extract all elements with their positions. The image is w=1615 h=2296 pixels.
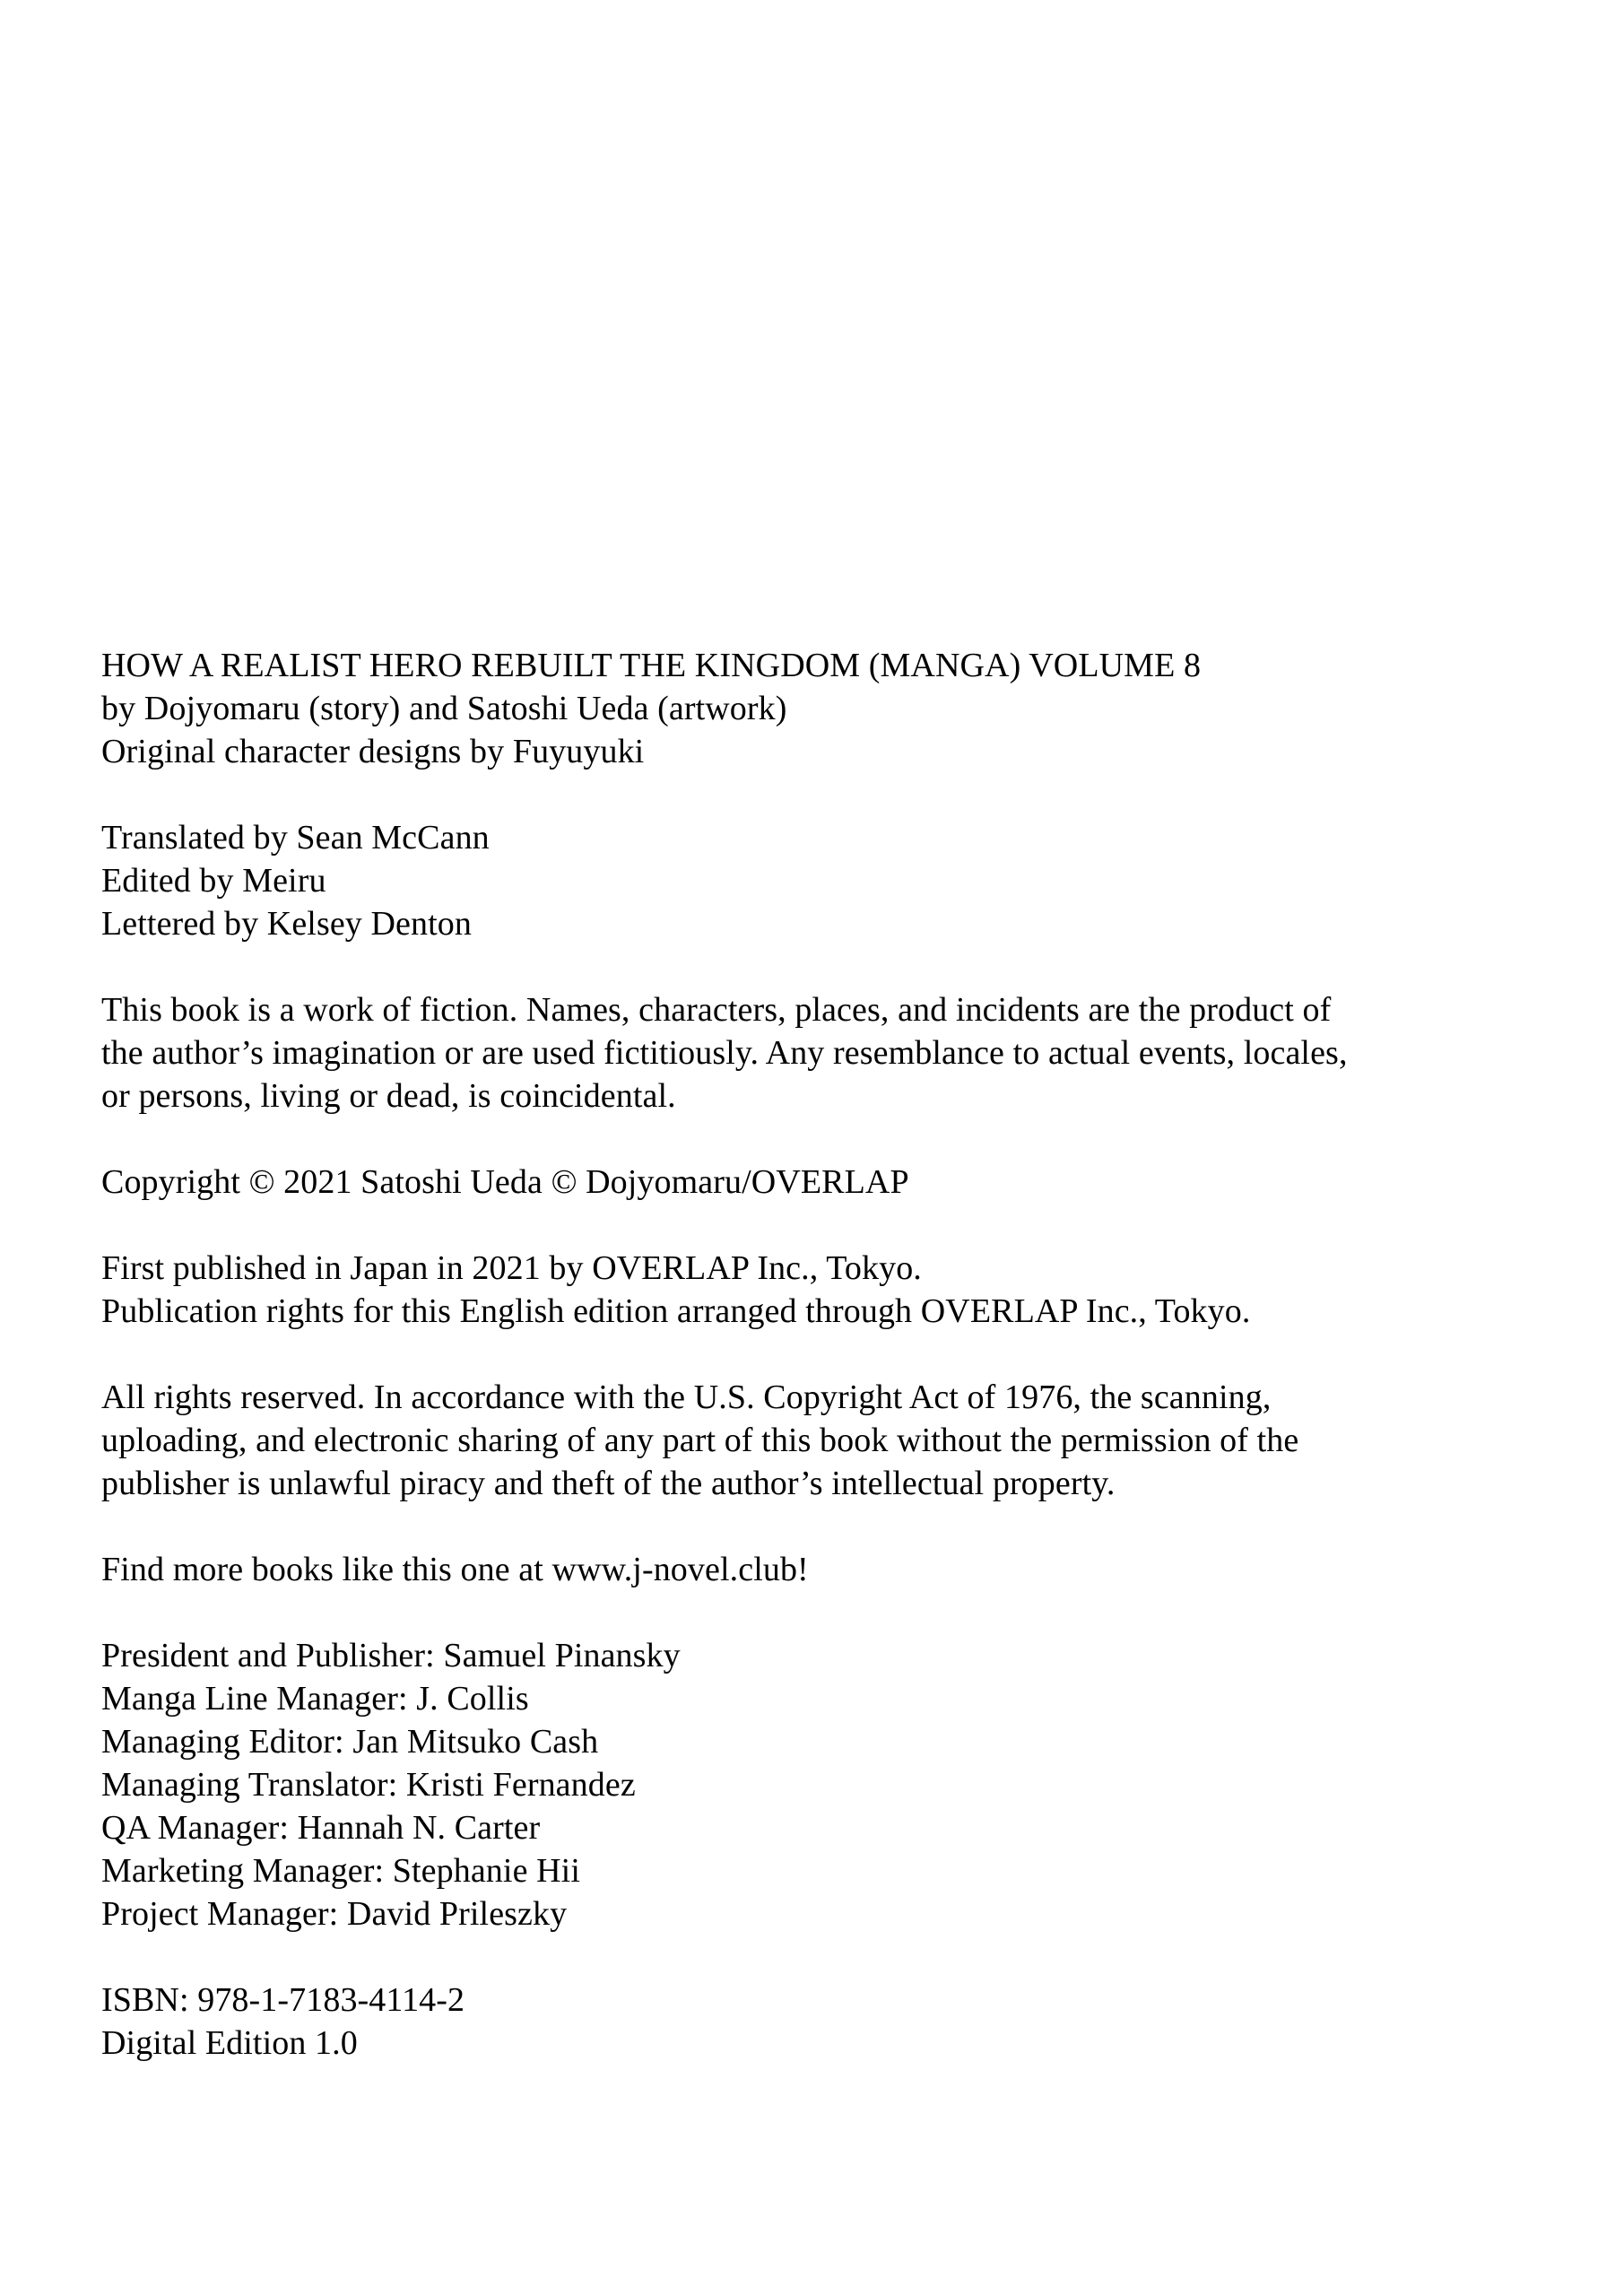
find-more-line: Find more books like this one at www.j-novel.club! xyxy=(101,1551,809,1588)
colophon-text-column xyxy=(101,644,1348,2065)
fiction-disclaimer-line-2: the author’s imagination or are used fictitiously. Any resemblance to actual events, locales, xyxy=(101,1034,1348,1072)
copyright-line: Copyright © 2021 Satoshi Ueda © Dojyomaru/OVERLAP xyxy=(101,1163,909,1201)
isbn-line: ISBN: 978-1-7183-4114-2 xyxy=(101,1981,465,2019)
rights-notice-line-3: publisher is unlawful piracy and theft of the author’s intellectual property. xyxy=(101,1465,1116,1502)
editor-credit-line: Edited by Meiru xyxy=(101,862,326,900)
find-more-block xyxy=(101,1548,1348,1591)
book-title-line: HOW A REALIST HERO REBUILT THE KINGDOM (MANGA) VOLUME 8 xyxy=(101,647,1202,684)
letterer-credit-line: Lettered by Kelsey Denton xyxy=(101,905,472,943)
rights-notice-line-2: uploading, and electronic sharing of any part of this book without the permission of the xyxy=(101,1422,1299,1459)
rights-notice-line-1: All rights reserved. In accordance with the U.S. Copyright Act of 1976, the scanning, xyxy=(101,1378,1272,1416)
fiction-disclaimer-line-1: This book is a work of fiction. Names, characters, places, and incidents are the product of xyxy=(101,991,1332,1029)
localization-credits-block xyxy=(101,816,1348,945)
managing-translator-line: Managing Translator: Kristi Fernandez xyxy=(101,1766,636,1804)
marketing-manager-line: Marketing Manager: Stephanie Hii xyxy=(101,1852,580,1890)
isbn-block xyxy=(101,1979,1348,2065)
title-block xyxy=(101,644,1348,773)
translator-credit-line: Translated by Sean McCann xyxy=(101,819,490,857)
publication-info-block xyxy=(101,1247,1348,1333)
copyright-block xyxy=(101,1161,1348,1204)
fiction-disclaimer-line-3: or persons, living or dead, is coincidental. xyxy=(101,1077,676,1115)
story-artist-credit-line: by Dojyomaru (story) and Satoshi Ueda (artwork) xyxy=(101,690,787,727)
managing-editor-line: Managing Editor: Jan Mitsuko Cash xyxy=(101,1723,599,1761)
qa-manager-line: QA Manager: Hannah N. Carter xyxy=(101,1809,541,1847)
manga-line-manager-line: Manga Line Manager: J. Collis xyxy=(101,1680,529,1718)
publication-rights-line: Publication rights for this English edition arranged through OVERLAP Inc., Tokyo. xyxy=(101,1292,1251,1330)
rights-notice-block xyxy=(101,1376,1348,1505)
president-publisher-line: President and Publisher: Samuel Pinansky xyxy=(101,1637,681,1674)
publisher-credits-block xyxy=(101,1634,1348,1935)
character-design-credit-line: Original character designs by Fuyuyuki xyxy=(101,733,645,770)
project-manager-line: Project Manager: David Prileszky xyxy=(101,1895,568,1933)
digital-edition-line: Digital Edition 1.0 xyxy=(101,2024,358,2062)
fiction-disclaimer-block xyxy=(101,988,1348,1118)
first-published-line: First published in Japan in 2021 by OVERLAP Inc., Tokyo. xyxy=(101,1249,922,1287)
